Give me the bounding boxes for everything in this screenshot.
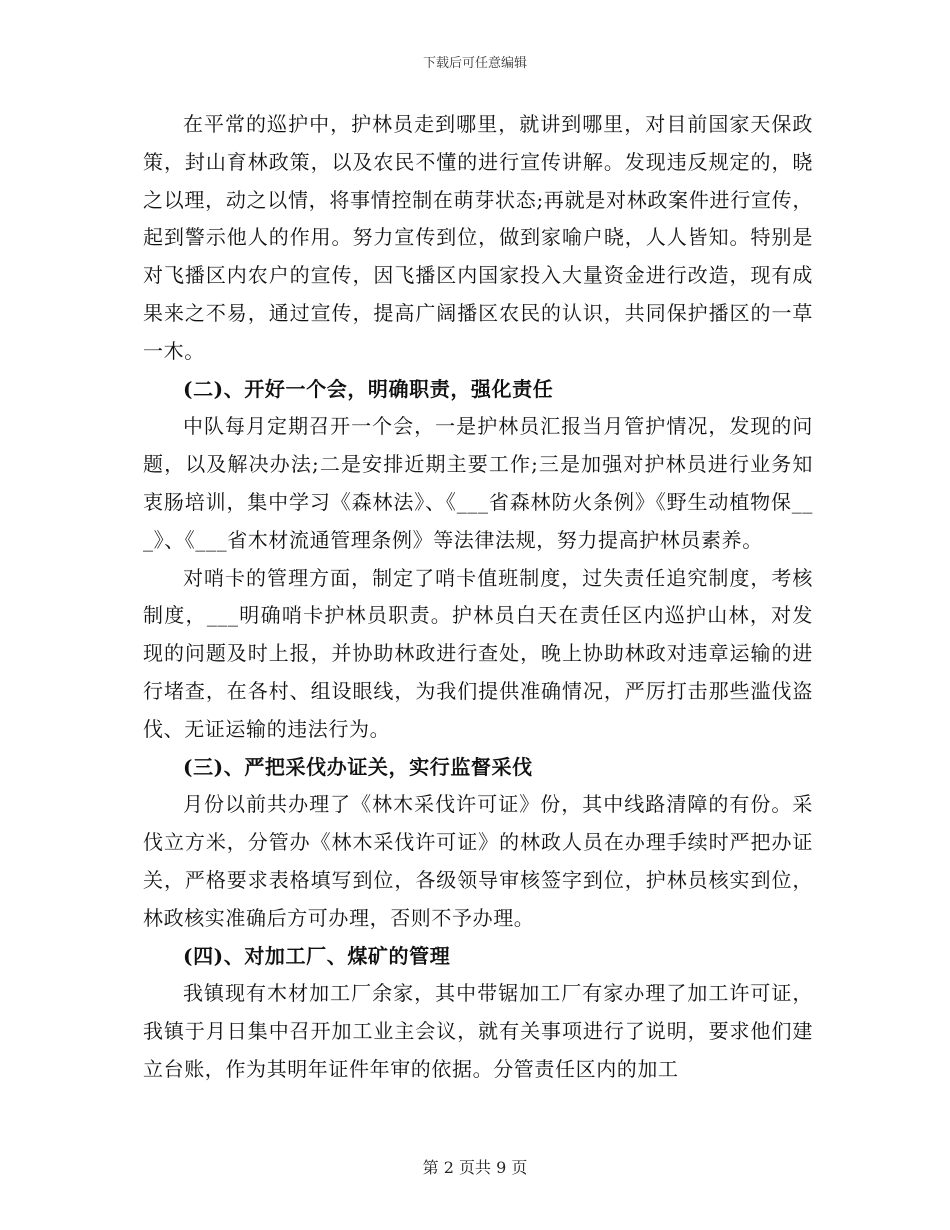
paragraph-publicity: 在平常的巡护中，护林员走到哪里，就讲到哪里，对目前国家天保政策，封山育林政策，以及农民不懂的进行宣传讲解。发现违反规定的，晓之以理，动之以情，将事情控制在萌芽状态;再就是对林政案件进行宣传，起到警示他人的作用。努力宣传到位，做到家喻户晓，人人皆知。特别是对飞播区内农户的宣传，因飞播区内国家投入大量资金进行改造，现有成果来之不易，通过宣传，提高广阔播区农民的认识，共同保护播区的一草一木。 bbox=[143, 112, 813, 363]
paragraph-processing-plants: 我镇现有木材加工厂余家，其中带锯加工厂有家办理了加工许可证，我镇于月日集中召开加工业主会议，就有关事项进行了说明，要求他们建立台账，作为其明年证件年审的依据。分管责任区内的加工 bbox=[143, 981, 813, 1081]
paragraph-monthly-meeting: 中队每月定期召开一个会，一是护林员汇报当月管护情况，发现的问题，以及解决办法;二是安排近期主要工作;三是加强对护林员进行业务知衷肠培训，集中学习《森林法》、《___省森林防火条例》《野生动植物保___》、《___省木材流通管理条例》等法律法规，努力提高护林员素养。 bbox=[143, 414, 813, 552]
section-heading-4: (四)、对加工厂、煤矿的管理 bbox=[183, 943, 451, 968]
page-footer: 第 2 页共 9 页 bbox=[422, 1158, 528, 1177]
paragraph-checkpoint-management: 对哨卡的管理方面，制定了哨卡值班制度，过失责任追究制度，考核制度，___明确哨卡护林员职责。护林员白天在责任区内巡护山林，对发现的问题及时上报，并协助林政进行查处，晚上协助林政对违章运输的进行堵查，在各村、组设眼线，为我们提供准确情况，严厉打击那些滥伐盗伐、无证运输的违法行为。 bbox=[143, 565, 813, 741]
document-body bbox=[143, 106, 813, 1089]
section-heading-2: (二)、开好一个会，明确职责，强化责任 bbox=[183, 376, 554, 401]
paragraph-logging-permits: 月份以前共办理了《林木采伐许可证》份，其中线路清障的有份。采伐立方米，分管办《林木采伐许可证》的林政人员在办理手续时严把办证关，严格要求表格填写到位，各级领导审核签字到位，护林员核实到位，林政核实准确后方可办理，否则不予办理。 bbox=[143, 792, 813, 930]
page-header: 下载后可任意编辑 bbox=[422, 56, 527, 71]
section-heading-3: (三)、严把采伐办证关，实行监督采伐 bbox=[183, 754, 533, 779]
